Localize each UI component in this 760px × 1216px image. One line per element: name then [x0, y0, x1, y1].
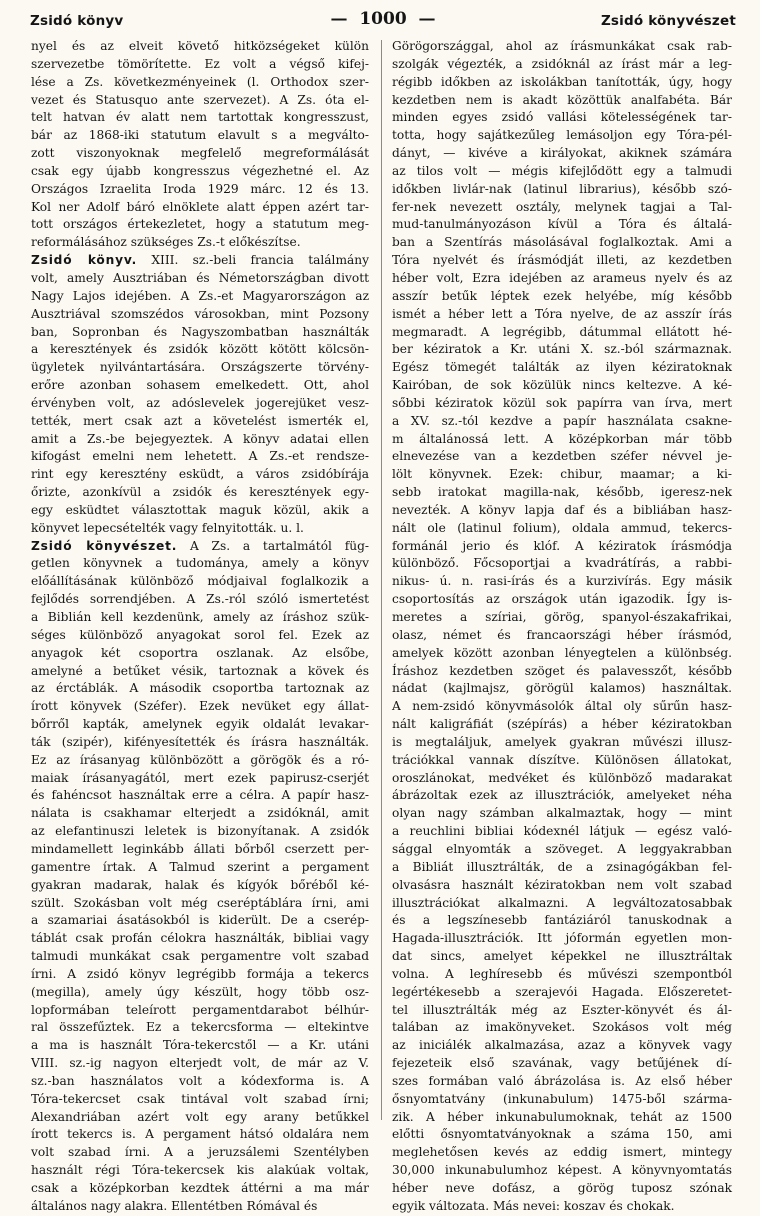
- text-line: Zsidó könyvészet. A Zs. a tartalmától füg-: [31, 538, 369, 553]
- text-line: írott tekercs is. A pergament hátsó oldalára nem: [31, 1127, 369, 1142]
- text-line: formánál jerio és klóf. A kéziratok írásmódja: [392, 538, 732, 553]
- text-line: Országos Izraelita Iroda 1929 márc. 12 és 13.: [31, 181, 369, 196]
- text-line: talmudi munkákat csak pergamentre volt szabad: [31, 949, 369, 964]
- text-line: sebb iratokat magilla-nak, később, igeresz-nek: [392, 485, 732, 500]
- text-line: illusztrációkat alkalmazni. A legváltozatosabbak: [392, 895, 732, 910]
- text-line: az iniciálék alkalmazása, azaz a könyvek vagy: [392, 1038, 732, 1053]
- text-line: sággal elnyomták a szöveget. A leggyakrabban: [392, 841, 732, 856]
- text-line: csak egy újabb kongresszus végezhetné el. Az: [31, 163, 369, 178]
- text-line: amelyné a betűket vésik, tartoznak a kövek és: [31, 663, 369, 678]
- text-line: ral összefűztek. Ez a tekercsforma — eltekintve: [31, 1020, 369, 1035]
- text-line: elnevezése van a kezdetben széfer névvel je-: [392, 449, 732, 464]
- text-line: mindamellett leginkább állati bőrből cserzett per-: [31, 841, 369, 856]
- text-line: Nagy Lajos idejében. A Zs.-et Magyarországon az: [31, 288, 369, 303]
- text-line: amelyek között azonban lényegtelen a különbség.: [392, 645, 732, 660]
- text-line: a szamariai ásatásokból is kiderült. De a cserép-: [31, 913, 369, 928]
- text-line: (megilla), amely úgy készült, hogy több osz-: [31, 984, 369, 999]
- text-line: Kol ner Adolf báró elnöklete alatt éppen azért tar-: [31, 199, 369, 214]
- text-line: ban, Sopronban és Nagyszombatban használták: [31, 324, 369, 339]
- text-line: volt szabad írni. A a jeruzsálemi Szentélyben: [31, 1145, 369, 1160]
- text-line: gyakran madarak, halak és kígyók bőréből ké-: [31, 877, 369, 892]
- text-line: előállításának különböző módjaival foglalkozik a: [31, 574, 369, 589]
- text-line: és a legszínesebb fantáziáról tanuskodnak a: [392, 913, 732, 928]
- text-line: régibb időkben az iskolákban tanították, úgy, hogy: [392, 74, 732, 89]
- text-line: a Biblián kell kezdenünk, amely az íráshoz szük-: [31, 610, 369, 624]
- text-line: talában az imakönyveket. Szokásos volt még: [392, 1020, 732, 1035]
- text-line: olvasásra használt kéziratokban nem volt szabad: [392, 877, 732, 892]
- text-line: általános nagy alakra. Ellentétben Rómával és: [31, 1198, 318, 1213]
- text-line: könyvet lepecsételték vagy felnyitották. u. l.: [31, 520, 304, 535]
- text-line: sőbbi kéziratok közül sok papírra van írva, mert: [392, 395, 732, 410]
- text-line: dat sincs, amelyet képekkel ne illusztráltak: [392, 949, 732, 964]
- page-number: — 1000 —: [330, 9, 436, 29]
- text-line: sz.-ban használatos volt a kódexforma is. A: [31, 1073, 369, 1088]
- text-line: olasz, német és francaországi héber írásmód,: [392, 627, 732, 642]
- text-line: vezet és Statusquo ante szervezet). A Zs. óta el-: [31, 92, 369, 107]
- text-line: 30,000 inkunabulumhoz képest. A könyvnyomtatás: [392, 1163, 732, 1178]
- text-line: dányt, — kivéve a királyokat, akiknek számára: [392, 146, 732, 161]
- text-line: A nem-zsidó könyvmásolók által oly sűrűn hasz-: [392, 699, 732, 714]
- text-line: szes formában való ábrázolása is. Az első héber: [392, 1073, 732, 1088]
- text-line: amit a Zs.-be bejegyeztek. A könyv adatai ellen: [31, 431, 369, 446]
- text-line: tették, mert csak azt a követelést ismerték el,: [31, 413, 369, 428]
- text-line: nádat (kajlmajsz, görögül kalamos) használtak.: [392, 681, 732, 696]
- text-line: szervezetbe tömörítette. Ez volt a végső kifej-: [31, 56, 369, 71]
- text-line: nikus- ú. n. rasi-írás és a kurzivírás. Egy másik: [392, 574, 732, 589]
- text-line: héber volt, Ezra idejében az arameus nyelv és az: [392, 270, 732, 285]
- running-header: [30, 6, 736, 32]
- text-line: használt régi Tóra-tekercsek kis alakúak voltak,: [31, 1163, 369, 1178]
- text-line: getlen könyvnek a tudománya, amely a könyv: [31, 556, 369, 571]
- header-left-title: Zsidó könyv: [30, 13, 124, 29]
- text-line: nevezték. A könyv lapja daf és a bibliában hasz-: [392, 502, 732, 517]
- text-line: maiak írásanyagától, mert ezek papirusz-cserjét: [31, 770, 369, 785]
- text-line: csak a középkorban kezdtek áttérni a ma már: [31, 1181, 369, 1195]
- text-line: volt, amely Ausztriában és Németországban divott: [31, 270, 369, 285]
- text-line: rint egy keresztény esküdt, a város zsidóbírája: [31, 467, 369, 482]
- text-line: ber kéziratok a Kr. utáni X. sz.-ból származnak.: [392, 342, 732, 357]
- text-line: egy esküdtet választottak maguk közül, akik a: [31, 502, 369, 517]
- text-line: a Bibliát illusztrálták, de a zsinagógákban fel-: [392, 859, 732, 874]
- text-line: megmaradt. A legrégibb, dátummal ellátott hé-: [392, 324, 732, 339]
- text-line: erőre azonban sohasem emelkedett. Ott, ahol: [31, 378, 369, 393]
- text-line: Íráshoz kezdetben szöget és palavesszőt, később: [392, 663, 732, 678]
- text-line: anyagok két csoportra oszlanak. Az elsőbe,: [31, 645, 369, 660]
- entry-headword: Zsidó könyvészet.: [31, 538, 178, 553]
- text-line: lopformában teleírott pergamentdarabot bélhúr-: [31, 1002, 369, 1017]
- text-line: oroszlánokat, medvéket és különböző madarakat: [392, 770, 732, 785]
- text-line: kifogást emelni nem lehetett. A Zs.-et rendsze-: [31, 449, 369, 464]
- text-line: lése a Zs. következményeinek (l. Orthodox szer-: [31, 74, 369, 89]
- text-line: zott viszonyoknak megfelelő megreformálását: [31, 146, 369, 161]
- left-column: [31, 38, 369, 1213]
- text-line: Alexandriában azért volt egy arany betűkkel: [31, 1109, 369, 1124]
- text-line: a keresztények és zsidók között kötött kölcsön-: [31, 342, 369, 357]
- text-line: reformálásához szükséges Zs.-t előkészítse.: [31, 235, 301, 250]
- text-line: minden egyes zsidó vallási kötelességének tar-: [392, 110, 732, 125]
- text-line: Görögországgal, ahol az írásmunkákat csak rab-: [392, 39, 732, 53]
- text-line: írott könyvek (Széfer). Ezek nevüket egy állat-: [31, 699, 369, 714]
- text-line: legértékesebb a szerajevói Hagada. Előszeretet-: [392, 984, 732, 999]
- text-line: kezdetben nem is akadt közöttük analfabéta. Bár: [392, 92, 732, 107]
- text-line: időkben livlár-nak (latinul librarius), később szó-: [392, 181, 732, 196]
- text-line: nyel és az elveit követő hitközségeket külön: [31, 39, 369, 53]
- text-line: Kairóban, de sok közülük nincs keltezve. A ké-: [392, 378, 732, 393]
- text-line: ősnyomtatvány (inkunabulum) 1475-ből szárma-: [392, 1091, 732, 1106]
- text-line: ban a Szentírás másolásával foglalkoztak. Ami a: [392, 235, 732, 250]
- text-line: asszír betűk léptek ezek helyébe, míg később: [392, 288, 732, 303]
- text-line: és fahéncsot használtak erre a célra. A papír hasz-: [31, 788, 369, 803]
- text-line: a XV. sz.-tól kezdve a papír használata csakne-: [392, 413, 732, 428]
- text-line: fejlődés sorrendjében. A Zs.-ról szóló ismertetést: [31, 592, 369, 607]
- column-divider: [381, 40, 382, 1120]
- text-line: Hagada-illusztrációk. Itt jóformán egyetlen mon-: [392, 931, 732, 946]
- text-line: Tóra-tekercset csak tintával volt szabad írni;: [31, 1091, 369, 1106]
- text-line: totta, hogy sajátkezűleg lemásoljon egy Tóra-pél-: [392, 128, 732, 143]
- text-line: olyan nagy számban alkalmaztak, hogy — mint: [392, 806, 732, 821]
- text-line: volna. A leghíresebb és művészi szempontból: [392, 966, 732, 981]
- text-line: mud-tanulmányozáson kívül a Tóra és általá-: [392, 217, 732, 232]
- text-line: tott országos értekezletet, hogy a statutum meg-: [31, 217, 369, 232]
- entry-headword: Zsidó könyv.: [31, 253, 138, 268]
- text-line: az érctáblák. A második csoportba tartoznak az: [31, 681, 369, 696]
- text-line: Zsidó könyv. XIII. sz.-beli francia találmány: [31, 253, 369, 268]
- right-column: [392, 38, 732, 1213]
- text-line: ismét a héber lett a Tóra nyelve, de az asszír írás: [392, 306, 732, 321]
- text-line: fejezeteik első szavának, vagy betűjének dí-: [392, 1056, 732, 1071]
- text-line: bár az 1868-iki statutum elavult s a megválto-: [31, 128, 369, 143]
- header-right-title: Zsidó könyvészet: [600, 13, 736, 29]
- text-line: m általánossá lett. A középkorban már több: [392, 431, 732, 446]
- text-line: lölt könyvnek. Ezek: chibur, maamar; a ki-: [392, 467, 732, 482]
- text-line: az elefantinuszi leletek is bizonyítanak. A zsidók: [31, 824, 369, 839]
- text-line: érvényben volt, az adóslevelek jogerejüket vesz-: [31, 395, 369, 410]
- text-line: meretes a szíriai, görög, spanyol-északafrikai,: [392, 610, 732, 624]
- text-line: nált ole (latinul folium), oldala ammud, tekercs-: [392, 520, 732, 535]
- text-line: ták (szipér), kifényesítették és írásra használták.: [31, 734, 369, 749]
- text-line: ügyletek nyilvántartására. Országszerte törvény-: [31, 360, 369, 375]
- text-line: a ma is használt Tóra-tekercstől — a Kr. utáni: [31, 1038, 369, 1053]
- text-line: Ez az írásanyag különbözött a görögök és a ró-: [31, 752, 369, 767]
- text-line: nált kaligráfiát (szépírás) a héber kéziratokban: [392, 717, 732, 732]
- text-line: zik. A héber inkunabulumoknak, tehát az 1500: [392, 1109, 732, 1124]
- text-line: előtti ősnyomtatványoknak a száma 150, ami: [392, 1127, 732, 1142]
- text-line: táblát csak profán célokra használták, bibliai vagy: [31, 931, 369, 946]
- text-line: is megtaláljuk, amelyek gyakran művészi illusz-: [392, 734, 732, 749]
- text-line: csoportosítás az országok után igazodik. Így is-: [392, 592, 732, 607]
- text-line: ábrázoltak ezek az illusztrációk, amelyeket néha: [392, 788, 732, 803]
- text-line: telt hatvan év alatt nem tartottak kongresszust,: [31, 110, 369, 125]
- text-line: tel illusztrálták még az Eszter-könyvét és ál-: [392, 1002, 732, 1017]
- text-line: Tóra nyelvét és írásmódját illeti, az kezdetben: [392, 253, 732, 268]
- text-line: héber neve dofász, a görög tuposz szónak: [392, 1181, 732, 1195]
- text-line: egyik változata. Más nevei: koszav és chokak.: [392, 1198, 675, 1213]
- text-line: bőrről kapták, amelynek egyik oldalát levakar-: [31, 717, 369, 732]
- text-line: meglehetősen kevés az eddig ismert, mintegy: [392, 1145, 732, 1160]
- text-line: szült. Szokásban volt még cseréptáblára írni, ami: [31, 895, 369, 910]
- text-line: nálata is csakhamar elterjedt a zsidóknál, amit: [31, 806, 369, 821]
- text-line: Egész tömegét találták az ilyen kéziratoknak: [392, 360, 732, 375]
- text-line: az tilos volt — mégis kifejlődött egy a talmudi: [392, 163, 732, 178]
- text-line: írni. A zsidó könyv legrégibb formája a tekercs: [31, 966, 369, 981]
- text-line: Ausztriával szomszédos városokban, mint Pozsony: [31, 306, 369, 321]
- text-line: trációkkal vannak díszítve. Különösen állatokat,: [392, 752, 732, 767]
- text-line: gamentre írtak. A Talmud szerint a pergament: [31, 859, 369, 874]
- text-line: VIII. sz.-ig nagyon elterjedt volt, de már az V.: [31, 1056, 369, 1071]
- text-line: különböző. Főcsoportjai a kvadrátírás, a rabbi-: [392, 556, 732, 571]
- text-line: séges különböző anyagokat sorol fel. Ezek az: [31, 627, 369, 642]
- text-line: őrizte, azonkívül a zsidók és keresztények egy-: [31, 485, 369, 500]
- text-line: szolgák végezték, a zsidóknál az írást már a leg-: [392, 56, 732, 71]
- text-line: a reuchlini bibliai kódexnél látjuk — egész való-: [392, 824, 732, 839]
- text-line: fer-nek nevezett osztály, melynek tagjai a Tal-: [392, 199, 732, 214]
